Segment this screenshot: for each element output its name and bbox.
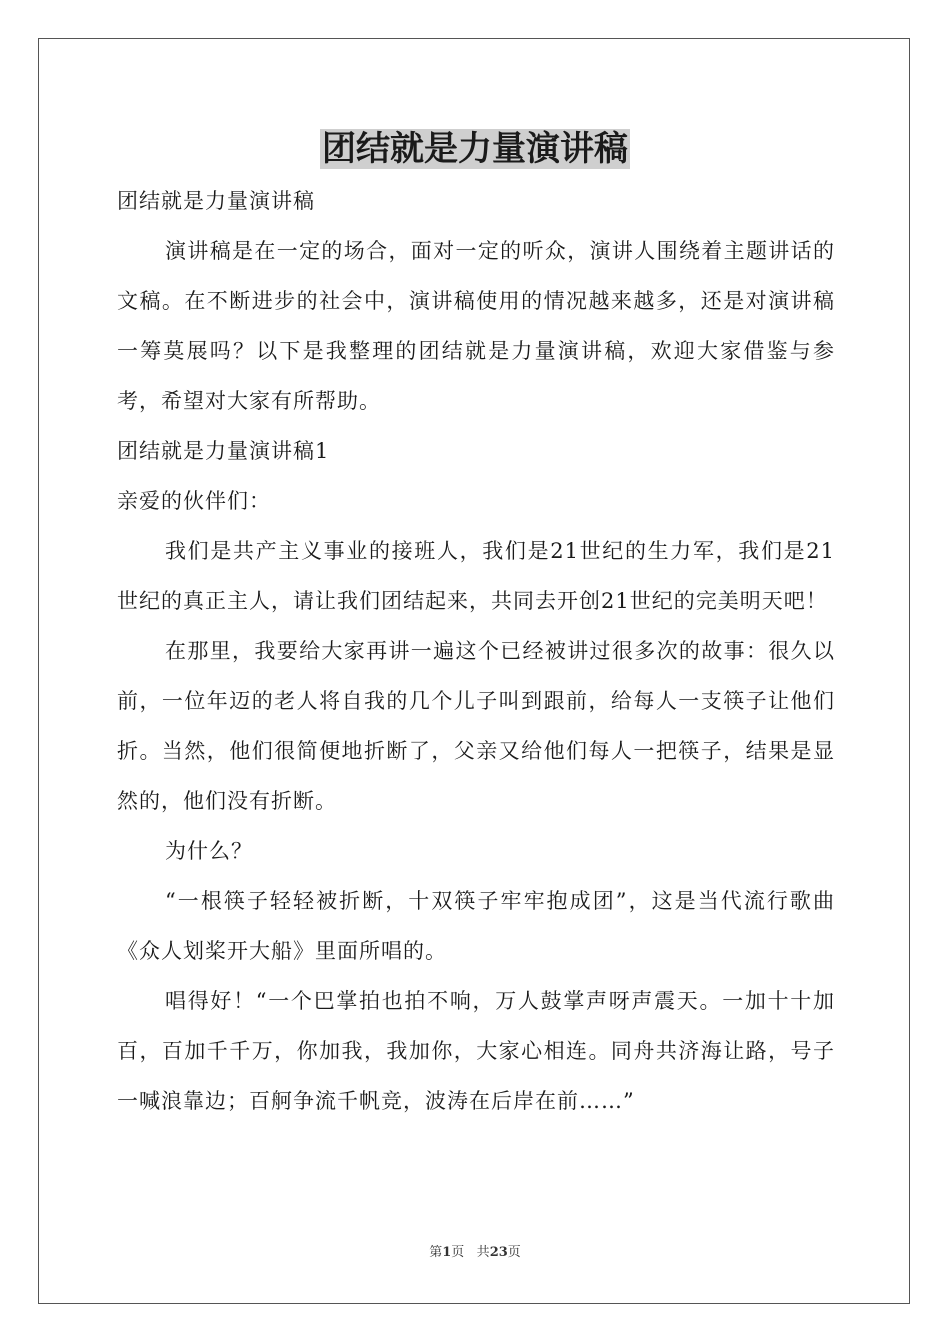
document-title [0, 126, 950, 172]
page-footer [0, 1244, 950, 1262]
paragraph: 我们是共产主义事业的接班人，我们是21世纪的生力军，我们是21世纪的真正主人，请让我们团结起来，共同去开创21世纪的完美明天吧！ [117, 539, 835, 613]
paragraph: 团结就是力量演讲稿1 [117, 439, 330, 463]
page-suffix: 页 [451, 1245, 465, 1260]
paragraph: 亲爱的伙伴们： [117, 489, 271, 513]
paragraph: 为什么？ [165, 839, 253, 863]
document-body [117, 176, 835, 1126]
paragraph: 团结就是力量演讲稿 [117, 189, 315, 213]
paragraph: 演讲稿是在一定的场合，面对一定的听众，演讲人围绕着主题讲话的文稿。在不断进步的社会中，演讲稿使用的情况越来越多，还是对演讲稿一筹莫展吗？以下是我整理的团结就是力量演讲稿，欢迎大家借鉴与参考，希望对大家有所帮助。 [117, 239, 835, 413]
total-suffix: 页 [507, 1245, 521, 1260]
page-number: 1 [442, 1245, 452, 1260]
paragraph: “一根筷子轻轻被折断，十双筷子牢牢抱成团”，这是当代流行歌曲《众人划桨开大船》里面所唱的。 [117, 889, 835, 963]
total-prefix: 共 [476, 1245, 490, 1260]
paragraph: 唱得好！“一个巴掌拍也拍不响，万人鼓掌声呀声震天。一加十十加百，百加千千万，你加我，我加你，大家心相连。同舟共济海让路，号子一喊浪靠边；百舸争流千帆竞，波涛在后岸在前……” [117, 989, 835, 1113]
document-title-text: 团结就是力量演讲稿 [322, 129, 628, 169]
paragraph: 在那里，我要给大家再讲一遍这个已经被讲过很多次的故事：很久以前，一位年迈的老人将自我的几个儿子叫到跟前，给每人一支筷子让他们折。当然，他们很简便地折断了，父亲又给他们每人一把筷子，结果是显然的，他们没有折断。 [117, 639, 835, 813]
page-prefix: 第 [429, 1245, 443, 1260]
page-total: 23 [489, 1245, 508, 1260]
